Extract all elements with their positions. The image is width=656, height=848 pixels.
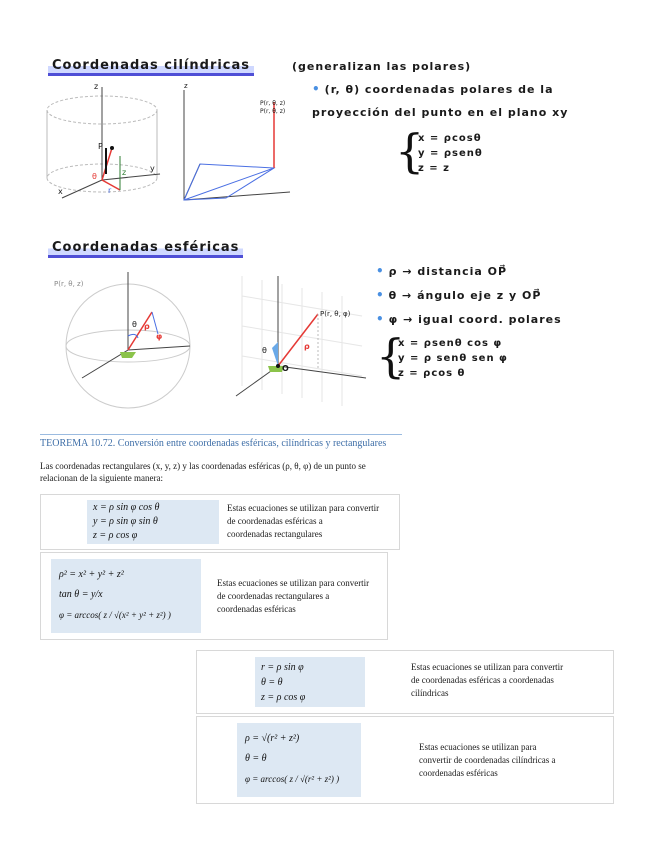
formula-line: tan θ = y/x <box>59 589 103 600</box>
point-label-2: P(r, θ, z) <box>260 108 286 115</box>
bullet-text: θ → ángulo eje z y OP⃗ <box>388 289 542 302</box>
formula-cyl-to-sph <box>237 723 361 797</box>
rho-label: ρ <box>144 322 150 331</box>
desc-line: coordenadas rectangulares <box>227 529 323 539</box>
eq-z: z = z <box>418 163 450 174</box>
theorem-rule <box>40 434 402 435</box>
bullet-dot: • <box>376 264 385 278</box>
axis-z-label: z <box>94 82 99 91</box>
bullet-dot: • <box>376 312 385 326</box>
cylindrical-heading: Coordenadas cilíndricas <box>48 58 254 76</box>
spherical-bullet-3 <box>376 312 562 326</box>
theorem-intro <box>40 460 400 484</box>
formula-line: φ = arccos( z / √(x² + y² + z²) ) <box>59 610 171 620</box>
desc-line: Estas ecuaciones se utilizan para <box>419 742 537 752</box>
z-height-label: z <box>122 168 127 177</box>
r-label: r <box>108 186 112 195</box>
spherical-heading: Coordenadas esféricas <box>48 240 243 258</box>
spherical-bullet-2 <box>376 288 541 302</box>
formula-line: φ = arccos( z / √(r² + z²) ) <box>245 774 340 784</box>
formula-line: z = ρ cos φ <box>261 692 306 703</box>
description <box>411 661 563 700</box>
intro-line-2: relacionan de la siguiente manera: <box>40 473 163 483</box>
conversion-box-1 <box>40 494 400 550</box>
intro-line-1: Las coordenadas rectangulares (x, y, z) y las coordenadas esféricas (ρ, θ, φ) de un punto se <box>40 461 366 471</box>
desc-line: de coordenadas esféricas a <box>227 516 323 526</box>
bullet-text: φ → igual coord. polares <box>388 313 562 326</box>
formula-line: θ = θ <box>261 677 283 688</box>
cylindrical-aside: (generalizan las polares) <box>292 60 472 73</box>
formula-sph-to-rect <box>87 500 219 544</box>
desc-line: coordenadas esféricas <box>217 604 296 614</box>
theta-label: θ <box>132 320 137 329</box>
brace-cyl: { <box>395 124 425 178</box>
phi-label: φ <box>156 332 163 341</box>
spherical-bullet-1 <box>376 264 507 278</box>
bullet-text: ρ → distancia OP⃗ <box>388 265 508 278</box>
eq-x: x = ρcosθ <box>418 133 482 144</box>
spherical-box-diagram <box>222 266 372 416</box>
theta-label: θ <box>262 346 267 355</box>
description <box>227 502 379 541</box>
rho-label: ρ <box>304 342 310 351</box>
bullet-text: (r, θ) coordenadas polares de la <box>324 83 554 96</box>
eq-y: y = ρ senθ sen φ <box>398 353 508 364</box>
cylinder-diagram <box>32 82 172 207</box>
sphere-diagram <box>40 266 210 416</box>
theorem-title: TEOREMA 10.72. Conversión entre coordenadas esféricas, cilíndricas y rectangulares <box>40 438 387 449</box>
cylindrical-bullet-cont: proyección del punto en el plano xy <box>312 106 569 119</box>
axis-z-label: z <box>184 82 188 90</box>
axis-x-label: x <box>58 187 63 196</box>
formula-line: ρ = √(r² + z²) <box>245 733 300 744</box>
conversion-box-3 <box>196 650 614 714</box>
axis-y-label: y <box>150 164 155 173</box>
conversion-box-2 <box>40 552 388 640</box>
formula-line: ρ² = x² + y² + z² <box>59 569 124 580</box>
formula-line: θ = θ <box>245 753 267 764</box>
point-label: P(r, θ, z) <box>260 100 286 107</box>
point-p-label: P <box>98 142 103 151</box>
conversion-box-4 <box>196 716 614 804</box>
desc-line: cilíndricas <box>411 688 449 698</box>
eq-x: x = ρsenθ cos φ <box>398 338 503 349</box>
cylinder-projection-diagram <box>170 82 300 207</box>
description <box>419 741 555 780</box>
cylindrical-bullet <box>312 82 554 96</box>
desc-line: de coordenadas esféricas a coordenadas <box>411 675 554 685</box>
origin-label: O <box>282 364 289 373</box>
bullet-dot: • <box>376 288 385 302</box>
formula-line: x = ρ sin φ cos θ <box>93 502 160 513</box>
formula-line: z = ρ cos φ <box>93 530 138 541</box>
sph-equations <box>398 336 508 381</box>
desc-line: coordenadas esféricas <box>419 768 498 778</box>
theta-label: θ <box>92 172 97 181</box>
formula-sph-to-cyl <box>255 657 365 707</box>
desc-line: Estas ecuaciones se utilizan para convertir <box>411 662 564 672</box>
eq-z: z = ρcos θ <box>398 368 466 379</box>
eq-y: y = ρsenθ <box>418 148 483 159</box>
point-label: P(r, θ, z) <box>54 280 84 288</box>
point-label: P(r, θ, φ) <box>320 310 351 318</box>
brace-sph: { <box>376 329 406 383</box>
formula-line: y = ρ sin φ sin θ <box>93 516 158 527</box>
desc-line: convertir de coordenadas cilíndricas a <box>419 755 556 765</box>
desc-line: Estas ecuaciones se utilizan para convertir <box>217 578 370 588</box>
bullet-dot: • <box>312 82 321 96</box>
formula-rect-to-sph <box>51 559 201 633</box>
desc-line: de coordenadas rectangulares a <box>217 591 330 601</box>
formula-line: r = ρ sin φ <box>261 662 304 673</box>
description <box>217 577 369 616</box>
cyl-equations <box>418 131 483 176</box>
desc-line: Estas ecuaciones se utilizan para convertir <box>227 503 380 513</box>
